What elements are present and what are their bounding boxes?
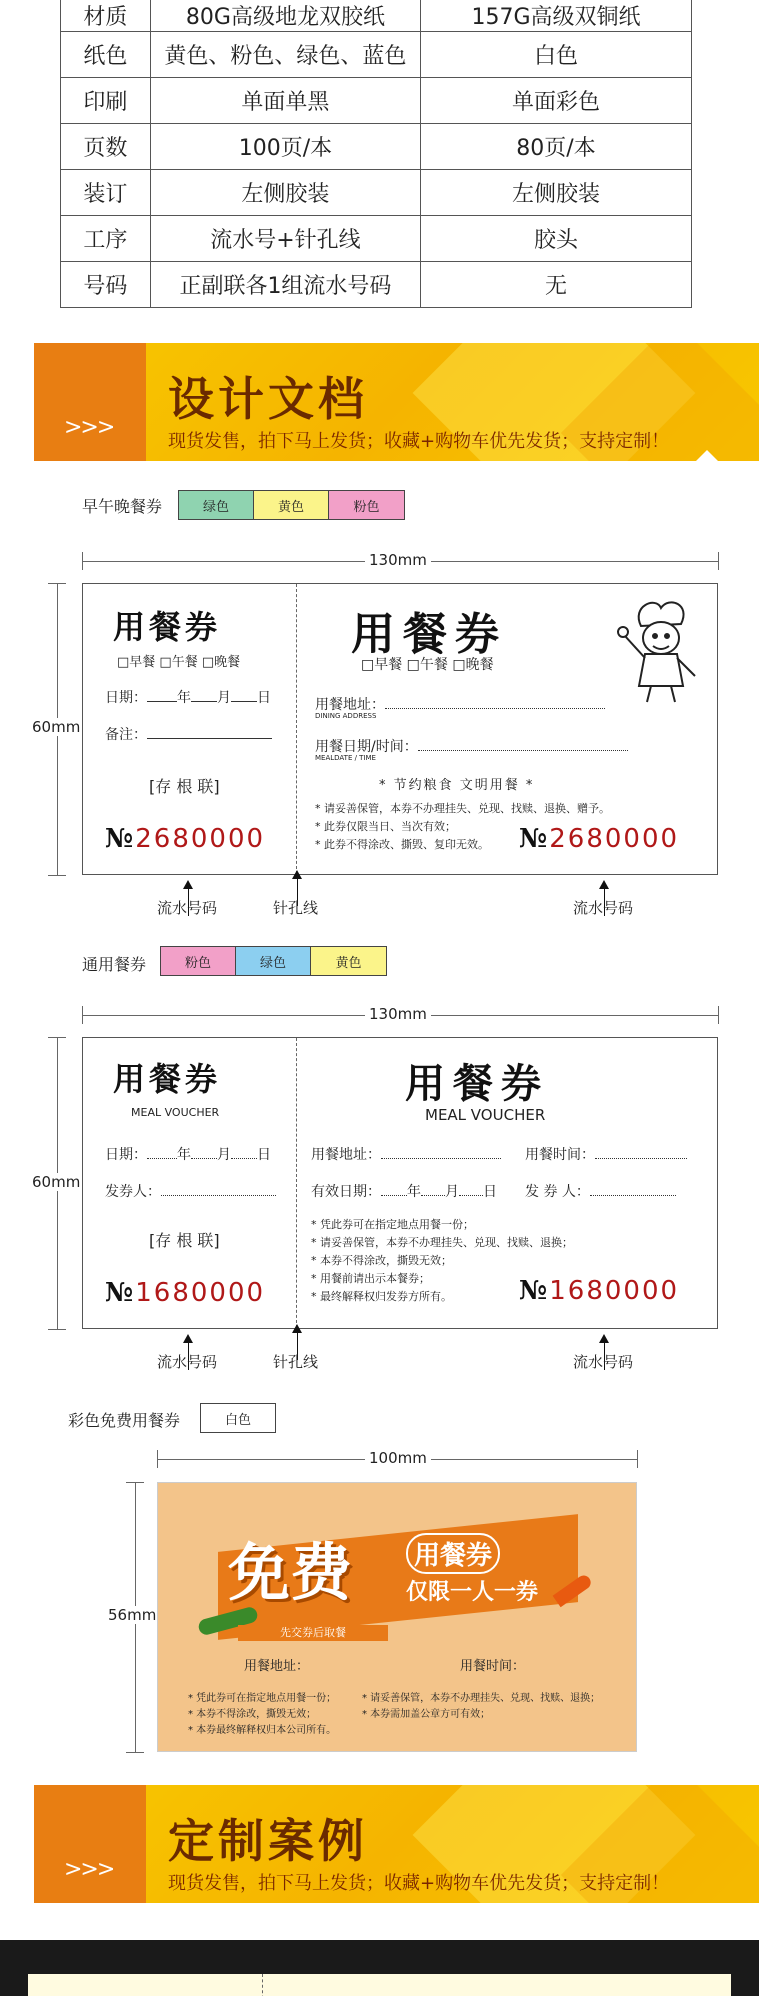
strip-text: 先交券后取餐 xyxy=(238,1625,388,1641)
spec-row xyxy=(61,32,692,78)
dim-tick xyxy=(48,583,66,584)
meal-time: 用餐时间： xyxy=(525,1144,687,1164)
meal-datetime: 用餐日期/时间： xyxy=(315,736,628,756)
voucher-title: 用餐券 xyxy=(405,1060,549,1107)
dim-tick xyxy=(48,1037,66,1038)
caption: 流水号码 xyxy=(157,899,218,917)
rule-line: * 本券需加盖公章方可有效； xyxy=(362,1709,491,1720)
spec-value: 80页/本 xyxy=(421,124,692,170)
spec-value: 流水号+针孔线 xyxy=(150,216,420,262)
section-label: 彩色免费用餐券 xyxy=(68,1411,181,1430)
spec-key: 装订 xyxy=(61,170,151,216)
spec-value: 157G高级双铜纸 xyxy=(421,0,692,32)
meal-voucher-1 xyxy=(82,583,718,875)
perforation-line xyxy=(296,584,297,874)
spec-row xyxy=(61,78,692,124)
section-label: 通用餐券 xyxy=(82,955,147,974)
height-dimension: 60mm xyxy=(28,1173,84,1191)
stub-title-en: MEAL VOUCHER xyxy=(131,1106,220,1119)
issuer: 发 券 人： xyxy=(525,1181,676,1201)
color-chip: 绿色 xyxy=(236,947,311,975)
width-dimension: 130mm xyxy=(365,1005,431,1023)
color-chip: 绿色 xyxy=(179,491,254,519)
spec-row xyxy=(61,170,692,216)
voucher-title: 用餐券 xyxy=(351,609,507,660)
rule-line: * 本券不得涂改，撕毁无效； xyxy=(311,1254,452,1267)
dim-tick xyxy=(126,1482,144,1483)
spec-table xyxy=(60,0,692,308)
chef-icon xyxy=(611,596,703,706)
dim-tick xyxy=(82,552,83,570)
dim-tick xyxy=(48,875,66,876)
case-preview xyxy=(0,1940,759,1996)
spec-row xyxy=(61,124,692,170)
spec-value: 正副联各1组流水号码 xyxy=(150,262,420,308)
stub-date: 日期： 年 月 日 xyxy=(105,690,271,706)
caption: 针孔线 xyxy=(273,899,319,917)
valid-date: 有效日期： 年 月 日 xyxy=(311,1184,497,1200)
rule-line: * 凭此券可在指定地点用餐一份； xyxy=(188,1693,337,1704)
stub-note: 备注： xyxy=(105,724,272,744)
color-chip: 黄色 xyxy=(254,491,329,519)
meal-options: □早餐 □午餐 □晚餐 xyxy=(117,655,241,670)
stub-issuer: 发券人： xyxy=(105,1181,276,1201)
serial-number: №1680000 xyxy=(105,1278,266,1308)
spec-row xyxy=(61,262,692,308)
spec-value: 无 xyxy=(421,262,692,308)
spec-key: 页数 xyxy=(61,124,151,170)
serial-number: №2680000 xyxy=(105,824,266,854)
spec-key: 印刷 xyxy=(61,78,151,124)
rule-line: * 本券不得涂改，撕毁无效； xyxy=(188,1709,317,1720)
color-chips xyxy=(160,946,387,976)
spec-row xyxy=(61,0,692,32)
limit-text: 仅限一人一券 xyxy=(406,1580,539,1605)
serial-number: №1680000 xyxy=(519,1276,680,1306)
banner-title: 定制案例 xyxy=(168,1814,368,1868)
stub-date: 日期： 年 月 日 xyxy=(105,1147,271,1163)
meal-time: 用餐时间： xyxy=(460,1659,526,1674)
banner-subtitle: 现货发售，拍下马上发货；收藏+购物车优先发货；支持定制！ xyxy=(168,1873,670,1894)
spec-value: 单面彩色 xyxy=(421,78,692,124)
meal-voucher-2 xyxy=(82,1037,718,1329)
free-meal-voucher xyxy=(157,1482,637,1752)
rule-line: * 凭此券可在指定地点用餐一份； xyxy=(311,1218,474,1231)
arrows-icon: >>> xyxy=(64,1857,114,1882)
case-voucher xyxy=(28,1974,731,1996)
dim-tick xyxy=(48,1329,66,1330)
caption: 流水号码 xyxy=(157,1353,218,1371)
spec-key: 工序 xyxy=(61,216,151,262)
banner-tab xyxy=(34,1785,146,1903)
height-dimension: 60mm xyxy=(28,718,84,736)
rule-line: * 此券仅限当日、当次有效； xyxy=(315,820,456,833)
spec-value: 白色 xyxy=(421,32,692,78)
dim-tick xyxy=(718,1006,719,1024)
section-label: 早午晚餐券 xyxy=(82,497,163,516)
spec-value: 胶头 xyxy=(421,216,692,262)
rule-line: * 最终解释权归发券方所有。 xyxy=(311,1290,452,1303)
caption: 针孔线 xyxy=(273,1353,319,1371)
rule-line: * 本券最终解释权归本公司所有。 xyxy=(188,1725,337,1736)
rule-line: * 请妥善保管，本券不办理挂失、兑现、找赎、退换、赠予。 xyxy=(315,802,610,815)
spec-key: 材质 xyxy=(61,0,151,32)
stub-label: [存 根 联] xyxy=(149,777,220,796)
perforation-line xyxy=(296,1038,297,1328)
stub-label: [存 根 联] xyxy=(149,1231,220,1250)
dining-address: 用餐地址： xyxy=(315,694,605,714)
spec-value: 单面单黑 xyxy=(150,78,420,124)
rule-line: * 此券不得涂改、撕毁、复印无效。 xyxy=(315,838,489,851)
spec-value: 80G高级地龙双胶纸 xyxy=(150,0,420,32)
color-chip: 粉色 xyxy=(329,491,404,519)
dim-tick xyxy=(637,1450,638,1468)
meal-options: □早餐 □午餐 □晚餐 xyxy=(361,657,494,673)
dining-address: 用餐地址： xyxy=(311,1144,501,1164)
spec-value: 100页/本 xyxy=(150,124,420,170)
rule-line: * 请妥善保管，本券不办理挂失、兑现、找赎、退换； xyxy=(362,1693,601,1704)
banner-subtitle: 现货发售，拍下马上发货；收藏+购物车优先发货；支持定制！ xyxy=(168,431,670,452)
spec-row xyxy=(61,216,692,262)
spec-value: 黄色、粉色、绿色、蓝色 xyxy=(150,32,420,78)
spec-key: 号码 xyxy=(61,262,151,308)
color-chips xyxy=(178,490,405,520)
banner-tab xyxy=(34,343,146,461)
design-doc-banner xyxy=(34,343,759,461)
caption: 流水号码 xyxy=(573,1353,634,1371)
color-chip: 白色 xyxy=(201,1404,275,1432)
color-chip: 黄色 xyxy=(311,947,386,975)
dim-tick xyxy=(126,1752,144,1753)
stub-title: 用餐券 xyxy=(113,608,222,646)
width-dimension: 100mm xyxy=(365,1449,431,1467)
dining-address-en: DINING ADDRESS xyxy=(315,712,377,720)
spec-key: 纸色 xyxy=(61,32,151,78)
dining-address: 用餐地址： xyxy=(244,1659,310,1674)
slogan: * 节约粮食 文明用餐 * xyxy=(379,778,535,793)
spec-value: 左侧胶装 xyxy=(150,170,420,216)
voucher-circle-title: 用餐券 xyxy=(406,1533,500,1574)
spec-value: 左侧胶装 xyxy=(421,170,692,216)
caption: 流水号码 xyxy=(573,899,634,917)
height-dimension: 56mm xyxy=(104,1606,160,1624)
color-chip: 粉色 xyxy=(161,947,236,975)
color-chips xyxy=(200,1403,276,1433)
custom-cases-banner xyxy=(34,1785,759,1903)
dim-tick xyxy=(157,1450,158,1468)
serial-number: №2680000 xyxy=(519,824,680,854)
rule-line: * 请妥善保管，本券不办理挂失、兑现、找赎、退换； xyxy=(311,1236,573,1249)
banner-notch xyxy=(695,450,719,461)
meal-datetime-en: MEALDATE / TIME xyxy=(315,754,376,762)
dim-tick xyxy=(82,1006,83,1024)
voucher-title-en: MEAL VOUCHER xyxy=(425,1106,546,1124)
banner-title: 设计文档 xyxy=(168,372,368,426)
arrows-icon: >>> xyxy=(64,415,114,440)
free-title: 免费 xyxy=(228,1536,353,1609)
dim-tick xyxy=(718,552,719,570)
width-dimension: 130mm xyxy=(365,551,431,569)
stub-title: 用餐券 xyxy=(113,1060,222,1098)
rule-line: * 用餐前请出示本餐券； xyxy=(311,1272,430,1285)
